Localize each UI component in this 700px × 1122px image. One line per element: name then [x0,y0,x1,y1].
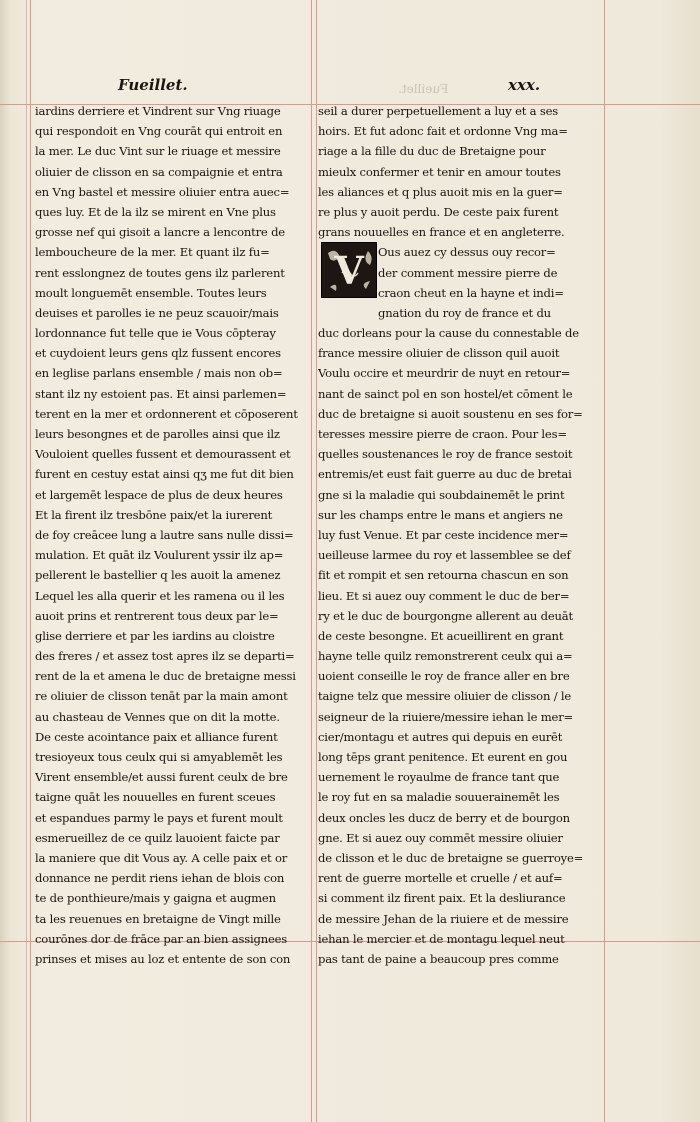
right_column-line: si comment ilz firent paix. Et la desliurance [318,891,566,906]
left_column-line: esmerueillez de ce quilz lauoient faicte par [35,830,280,845]
left_column-line: lordonnance fut telle que ie Vous cōpteray [35,326,276,341]
left_column-line: furent en cestuy estat ainsi qʒ me fut dit bien [35,467,294,482]
right_column-line: cier/montagu et autres qui depuis en eurēt [318,729,563,744]
right_column-line: gnation du roy de france et du [378,305,551,320]
gutter-rule-right [316,0,317,1122]
left_column-line: lemboucheure de la mer. Et quant ilz fu= [35,245,270,260]
left_column-line: qui respondoit en Vng courāt qui entroit en [35,124,283,139]
left_column-line: leurs besongnes et de parolles ainsi que ilz [35,427,280,441]
left_column-line: Lequel les alla querir et les ramena ou il les [35,588,285,603]
right_column-line: de ceste besongne. Et acueillirent en grant [318,628,564,643]
left_column-line: re oliuier de clisson tenāt par la main amont [35,689,288,704]
left_column-line: deuises et parolles ie ne peuz scauoir/mais [35,305,279,320]
bleed-through-text: Fueillet. [398,82,449,96]
left_column-line: oliuier de clisson en sa compaignie et entra [35,164,283,179]
left_column-line: ques luy. Et de la ilz se mirent en Vne plus [35,204,276,219]
margin-rule-left [26,0,27,1122]
left_column-line: taigne quāt les nouuelles en furent sceues [35,790,276,805]
left_column-line: glise derriere et par les iardins au cloistre [35,628,275,643]
right_column-line: fit et rompit et sen retourna chascun en son [318,568,569,583]
right_column-line: re plus y auoit perdu. De ceste paix furent [318,204,559,219]
initial-letter: V [334,248,364,293]
right_column-line: der comment messire pierre de [378,265,558,280]
right_column-line: rent de guerre mortelle et cruelle / et auf= [318,871,563,886]
right_column-line: duc dorleans pour la cause du connestable de [318,326,579,341]
right_column-line: mieulx confermer et tenir en amour toutes [318,164,561,179]
left_column-line: prinses et mises au loz et entente de son con [35,951,291,966]
left_column-line: moult longuemēt ensemble. Toutes leurs [35,285,267,300]
decorated-initial-icon [322,243,376,297]
right_column-line: entremis/et eust fait guerre au duc de bretai [318,467,572,482]
left_column-line: la mer. Le duc Vint sur le riuage et messire [35,144,281,159]
right_column-line: duc de bretaigne si auoit soustenu en ses for= [318,406,583,421]
left_column-line: des freres / et assez tost apres ilz se departi= [35,649,295,664]
left_column-line: pellerent le bastellier q les auoit la amenez [35,568,281,583]
right_column-line: lieu. Et si auez ouy comment le duc de ber= [318,588,570,603]
left_column-line: en Vng bastel et messire oliuier entra auec= [35,184,290,199]
right_column-line: teresses messire pierre de craon. Pour les= [318,427,567,441]
right_column-line: taigne telz que messire oliuier de clisson / le [318,689,572,704]
right_column-line: uoient conseille le roy de france aller en bre [318,669,570,684]
right_column-line: iehan le mercier et de montagu lequel neut [318,931,565,946]
left_column-line: rent de la et amena le duc de bretaigne messi [35,669,296,684]
right_column-line: pas tant de paine a beaucoup pres comme [318,951,559,966]
text-column-left [35,101,307,969]
left_column-line: terent en la mer et ordonnerent et cōposerent [35,406,298,421]
left_column-line: donnance ne perdit riens iehan de blois con [35,871,285,886]
left_column-line: au chasteau de Vennes que on dit la motte. [35,709,280,724]
left_column-line: iardins derriere et Vindrent sur Vng riuage [35,104,281,118]
left_column-line: ta les reuenues en bretaigne de Vingt mille [35,911,281,926]
left_column-line: et largemēt lespace de plus de deux heures [35,487,283,502]
right_column-line: quelles soustenances le roy de france sestoit [318,447,573,462]
right_column-line: gne. Et si auez ouy commēt messire oliuier [318,830,563,845]
right_column-line: Ous auez cy dessus ouy recor= [378,245,556,260]
right_column-line: ueilleuse larmee du roy et lassemblee se def [318,548,571,563]
left_column-line: Et la firent ilz tresbōne paix/et la iurerent [35,507,273,522]
folio-number: xxx. [508,76,541,94]
right_column-line: grans nouuelles en france et en angleterre. [318,225,565,240]
left_column-line: rent esslongnez de toutes gens ilz parlerent [35,265,285,280]
right_column-line: sur les champs entre le mans et angiers ne [318,507,563,522]
left_column-line: et espandues parmy le pays et furent moult [35,810,283,825]
right_column-line: long tēps grant penitence. Et eurent en gou [318,750,568,764]
left_column-line: courōnes dor de frāce par an bien assignees [35,931,288,946]
gutter-rule-left [311,0,312,1122]
decorated-initial [321,242,377,298]
left_column-line: mulation. Et quāt ilz Voulurent yssir ilz ap= [35,548,284,563]
right_column-line: seil a durer perpetuellement a luy et a ses [318,104,559,118]
right_column-line: craon cheut en la hayne et indi= [378,285,564,300]
left_column-line: stant ilz ny estoient pas. Et ainsi parlemen= [35,386,287,401]
right_column-line: hoirs. Et fut adonc fait et ordonne Vng ma= [318,124,568,139]
right_column-line: deux oncles les ducz de berry et de bourgon [318,810,570,825]
right_column-line: gne si la maladie qui soubdainemēt le print [318,487,565,502]
right_column-line: Voulu occire et meurdrir de nuyt en retour= [318,366,571,381]
right_column-line: uernement le royaulme de france tant que [318,770,560,785]
margin-rule-right [604,0,605,1122]
right_column-line: france messire oliuier de clisson quil auoit [318,346,560,361]
left_column-line: Vouloient quelles fussent et demourassent et [35,447,291,462]
right_column-line: hayne telle quilz remonstrerent ceulx qui a= [318,649,573,664]
left_column-line: et cuydoient leurs gens qlz fussent encores [35,346,281,361]
left_column-line: en leglise parlans ensemble / mais non ob= [35,366,283,381]
right_column-line: les aliances et q plus auoit mis en la guer= [318,184,563,199]
right_column-line: le roy fut en sa maladie souuerainemēt les [318,790,560,805]
left_column-line: De ceste acointance paix et alliance furent [35,729,278,744]
right_column-line: de clisson et le duc de bretaigne se guerroye= [318,850,584,865]
left_column-line: auoit prins et rentrerent tous deux par le= [35,608,279,623]
right_column-line: ry et le duc de bourgongne allerent au deuāt [318,608,573,623]
right_column-line: seigneur de la riuiere/messire iehan le mer= [318,709,574,724]
page-header-left: Fueillet. [118,76,188,94]
left_column-line: te de ponthieure/mais y gaigna et augmen [35,891,276,906]
right_column-line: de messire Jehan de la riuiere et de messire [318,911,569,926]
text-column-right [318,101,600,969]
left_column-line: la maniere que dit Vous ay. A celle paix et or [35,850,288,865]
left_column-line: de foy creācee lung a lautre sans nulle dissi= [35,527,294,542]
right_column-line: luy fust Venue. Et par ceste incidence mer= [318,527,569,542]
right_column-line: nant de sainct pol en son hostel/et cōment le [318,386,573,401]
left_column-line: Virent ensemble/et aussi furent ceulx de bre [35,770,288,785]
right_column-line: riage a la fille du duc de Bretaigne pour [318,144,546,159]
left_column-line: grosse nef qui gisoit a lancre a lencontre de [35,225,285,240]
left_column-line: tresioyeux tous ceulx qui si amyablemēt les [35,750,283,764]
margin-rule-left-inner [30,0,31,1122]
